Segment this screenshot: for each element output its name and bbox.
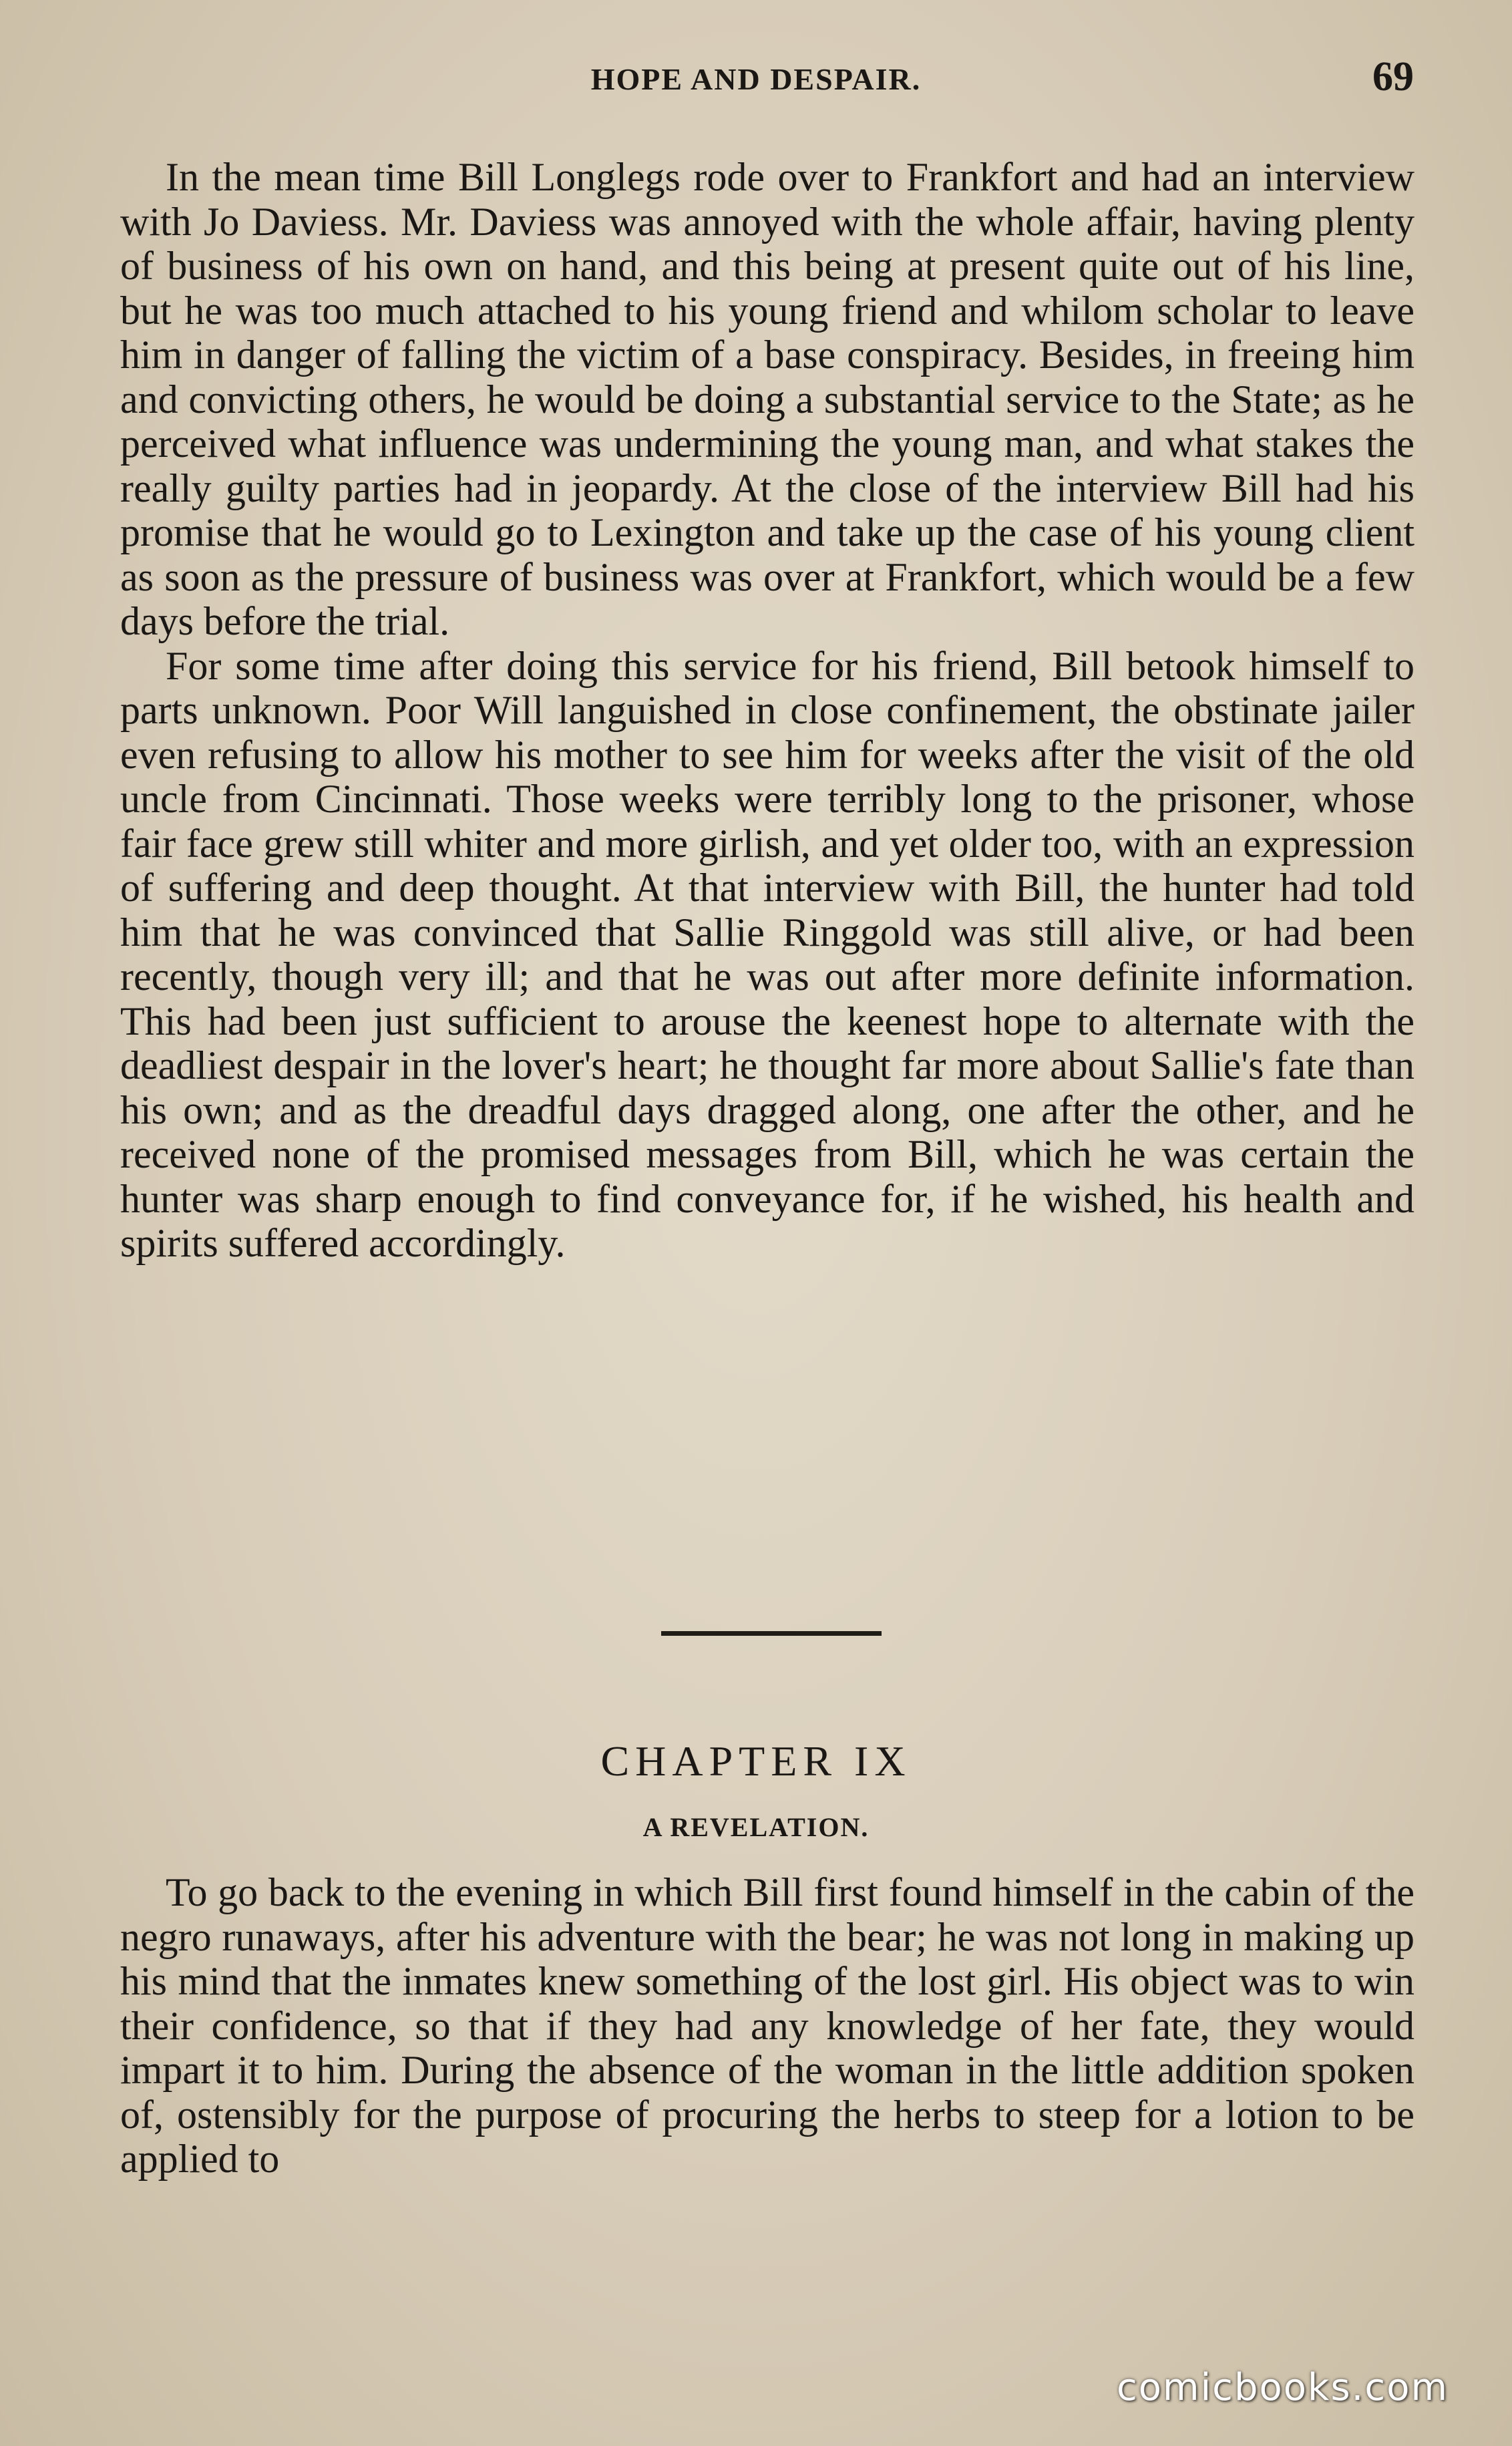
chapter-title: CHAPTER IX [600,1737,912,1785]
paragraph: In the mean time Bill Longlegs rode over to Frankfort and had an interview with Jo Daviess. Mr. Daviess was annoyed with the whole affair, having plenty of business of his own on hand, and this being at present quite out of his line, but he was too much attached to his young friend and whilom scholar to leave him in danger of falling the victim of a base conspiracy. Besides, in freeing him and convicting others, he would be doing a substantial service to the State; as he perceived what influence was undermining the young man, and what stakes the really guilty parties had in jeopardy. At the close of the interview Bill had his promise that he would go to Lexington and take up the case of his young client as soon as the pressure of business was over at Frankfort, which would be a few days before the trial. [120,155,1414,643]
watermark: comicbooks.com [1117,2366,1449,2409]
body-text-section-1 [120,155,1414,1266]
paragraph: To go back to the evening in which Bill first found himself in the cabin of the negro runaways, after his adventure with the bear; he was not long in making up his mind that the inmates knew something of the lost girl. His object was to win their confidence, so that if they had any knowledge of her fate, they would impart it to him. During the absence of the woman in the little addition spoken of, ostensibly for the purpose of procuring the herbs to steep for a lotion to be applied to [120,1870,1414,2181]
body-text-section-2 [120,1870,1414,2181]
section-divider-rule [661,1631,882,1636]
chapter-subtitle: A REVELATION. [642,1812,870,1842]
paragraph: For some time after doing this service for his friend, Bill betook himself to parts unknown. Poor Will languished in close confinement, the obstinate jailer even refusing to allow his mother to see him for weeks after the visit of the old uncle from Cincinnati. Those weeks were terribly long to the prisoner, whose fair face grew still whiter and more girlish, and yet older too, with an expression of suffering and deep thought. At that interview with Bill, the hunter had told him that he was convinced that Sallie Ringgold was still alive, or had been recently, though very ill; and that he was out after more definite information. This had been just sufficient to arouse the keenest hope to alternate with the deadliest despair in the lover's heart; he thought far more about Sallie's fate than his own; and as the dreadful days dragged along, one after the other, and he received none of the promised messages from Bill, which he was certain the hunter was sharp enough to find conveyance for, if he wished, his health and spirits suffered accordingly. [120,643,1414,1265]
page-number: 69 [1372,54,1414,100]
running-head: HOPE AND DESPAIR. [590,62,922,96]
